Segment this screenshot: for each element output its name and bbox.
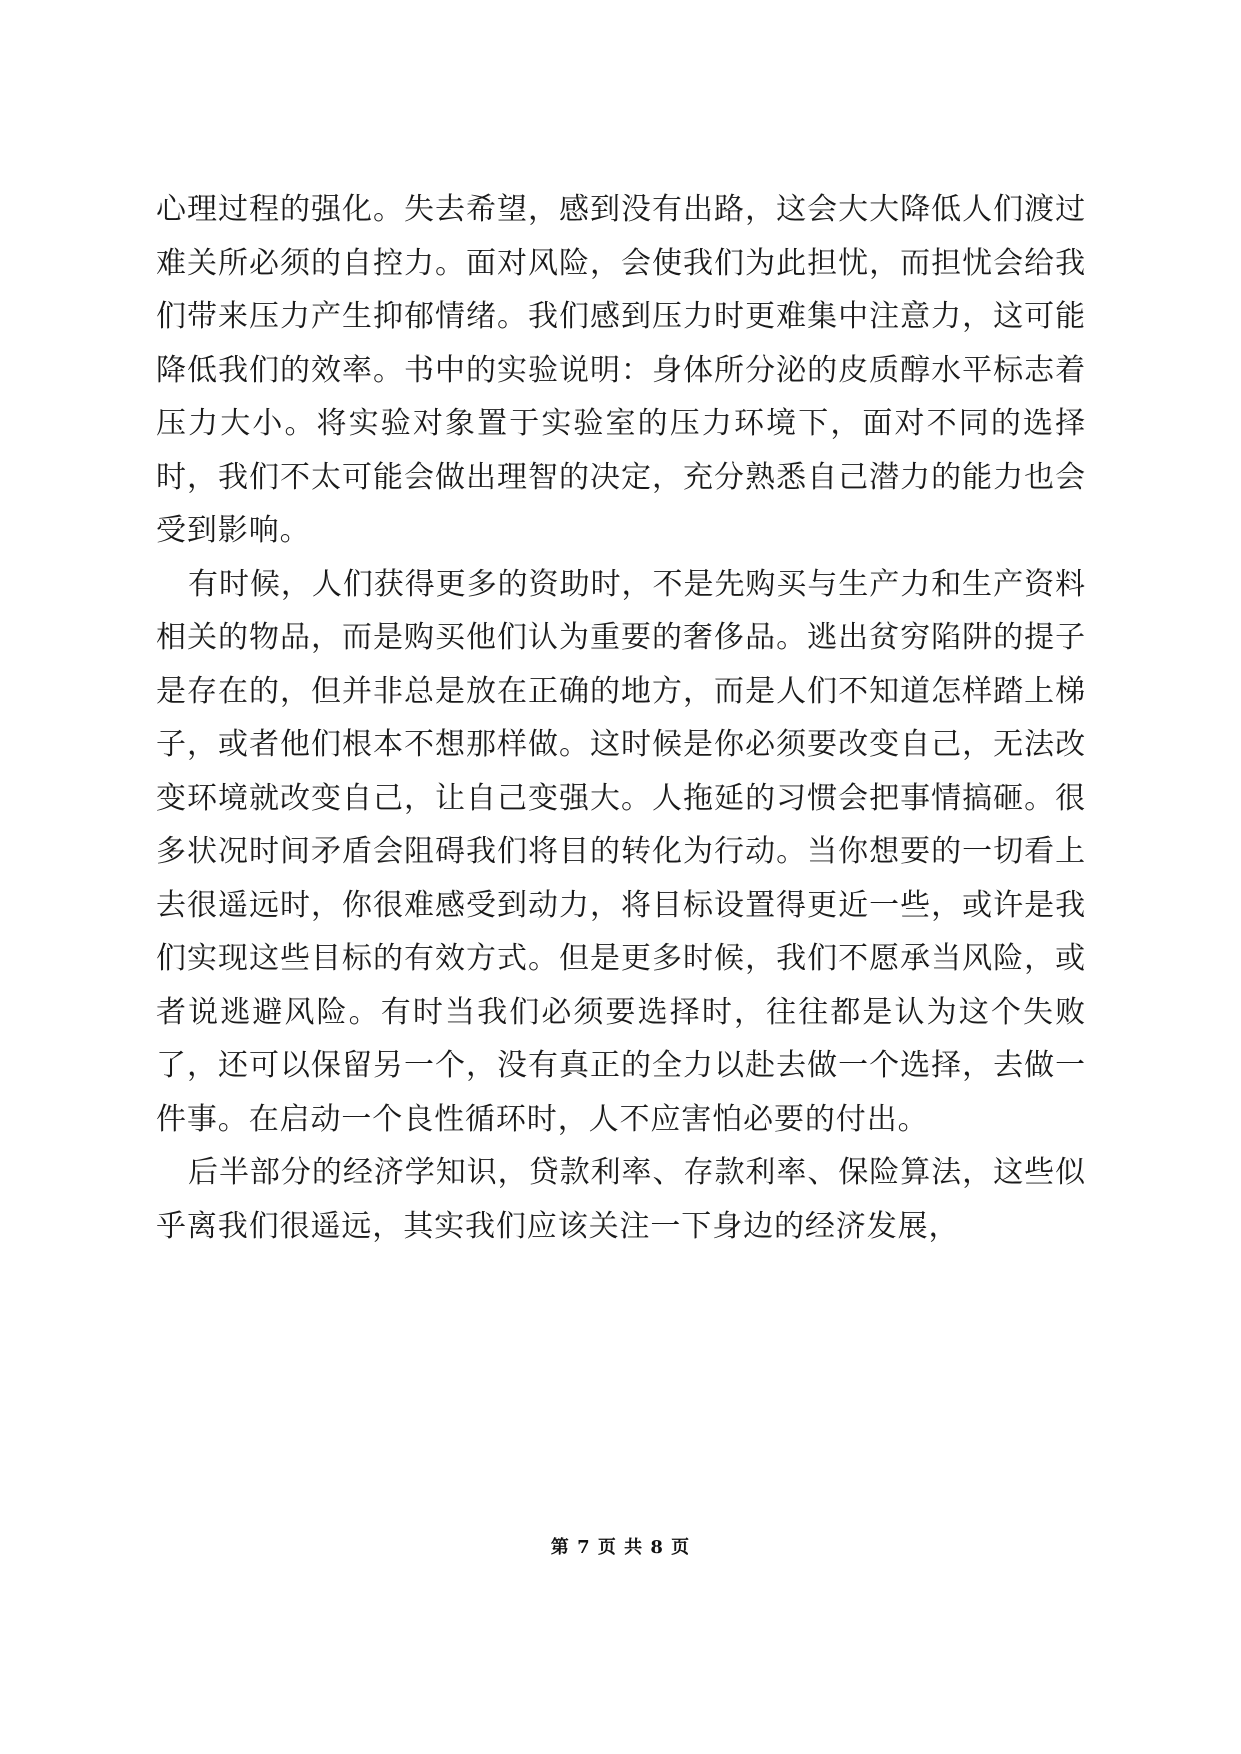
paragraph-2: 有时候，人们获得更多的资助时，不是先购买与生产力和生产资料相关的物品，而是购买他们认为重要的奢侈品。逃出贫穷陷阱的提子是存在的，但并非总是放在正确的地方，而是人们不知道怎样踏上梯子，或者他们根本不想那样做。这时候是你必须要改变自己，无法改变环境就改变自己，让自己变强大。人拖延的习惯会把事情搞砸。很多状况时间矛盾会阻碍我们将目的转化为行动。当你想要的一切看上去很遥远时，你很难感受到动力，将目标设置得更近一些，或许是我们实现这些目标的有效方式。但是更多时候，我们不愿承当风险，或者说逃避风险。有时当我们必须要选择时，往往都是认为这个失败了，还可以保留另一个，没有真正的全力以赴去做一个选择，去做一件事。在启动一个良性循环时，人不应害怕必要的付出。 <box>156 566 1086 1137</box>
page-number-label: 第 7 页 共 8 页 <box>550 1537 691 1558</box>
page-footer <box>0 1533 1241 1559</box>
paragraph-1: 心理过程的强化。失去希望，感到没有出路，这会大大降低人们渡过难关所必须的自控力。面对风险，会使我们为此担忧，而担忧会给我们带来压力产生抑郁情绪。我们感到压力时更难集中注意力，这可能降低我们的效率。书中的实验说明：身体所分泌的皮质醇水平标志着压力大小。将实验对象置于实验室的压力环境下，面对不同的选择时，我们不太可能会做出理智的决定，充分熟悉自己潜力的能力也会受到影响。 <box>156 192 1086 548</box>
document-body <box>156 183 1086 1253</box>
paragraph-3: 后半部分的经济学知识，贷款利率、存款利率、保险算法，这些似乎离我们很遥远，其实我们应该关注一下身边的经济发展， <box>156 1155 1086 1244</box>
